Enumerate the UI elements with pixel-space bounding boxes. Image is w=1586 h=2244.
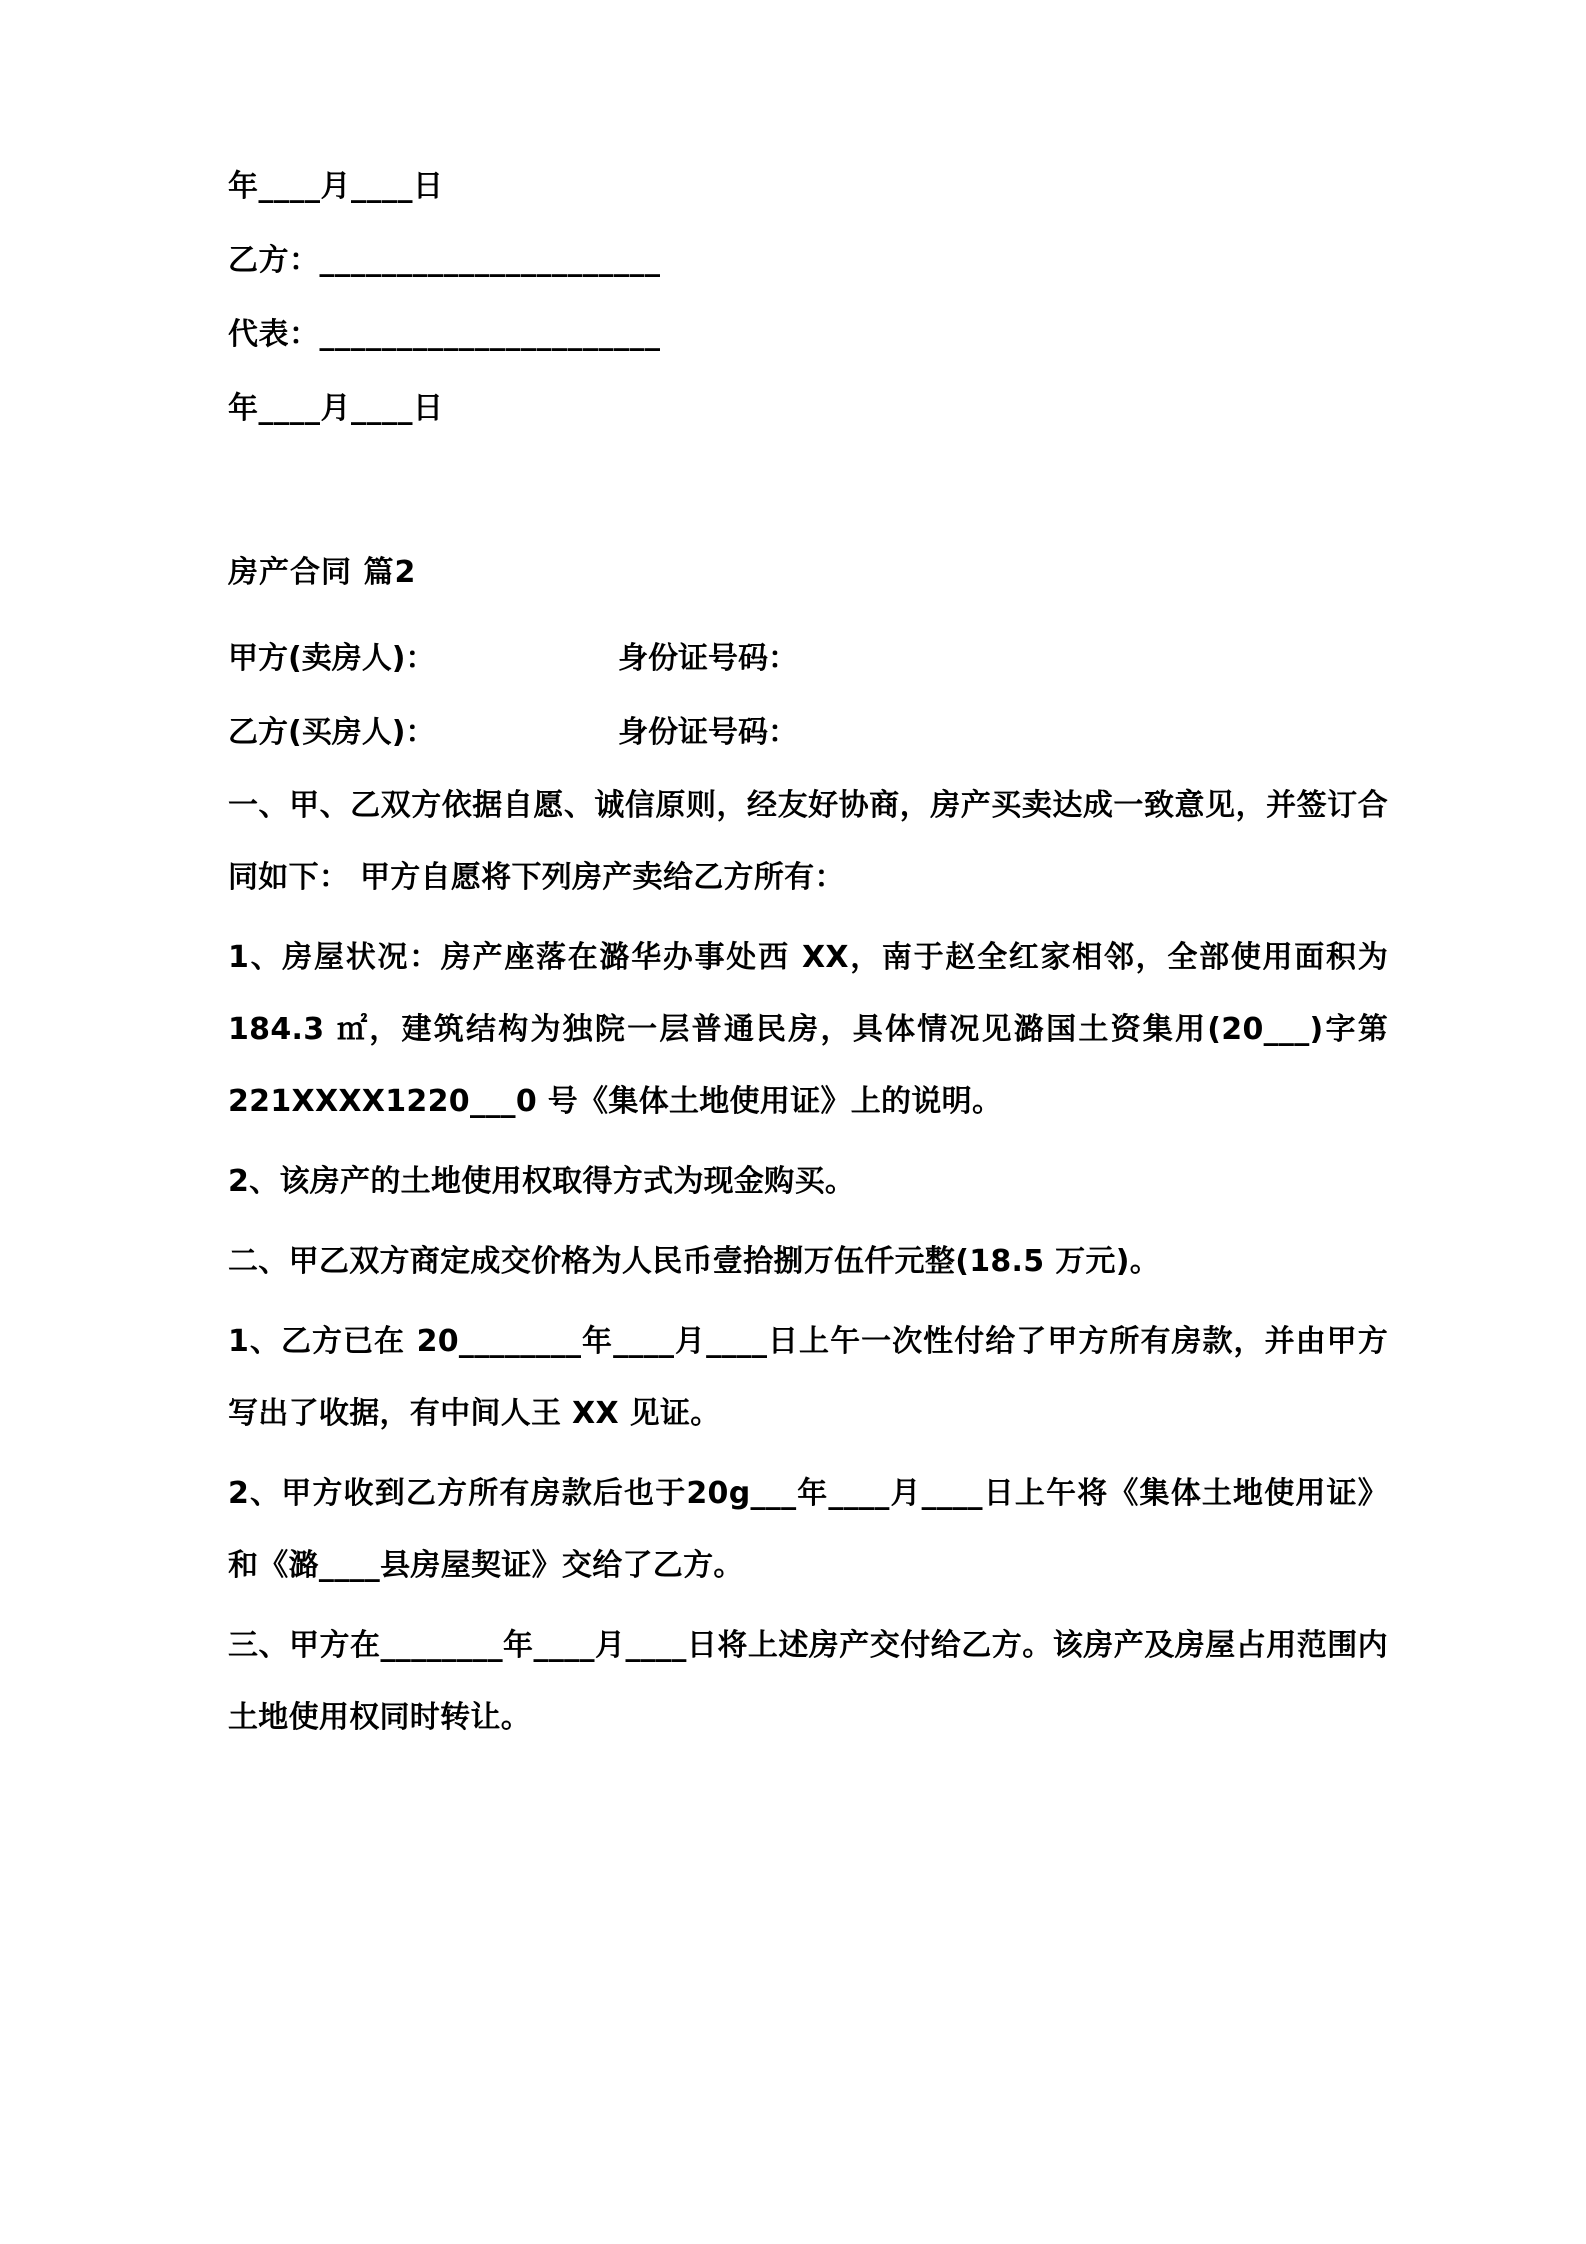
representative-signature-field: 代表：______________________	[228, 317, 661, 352]
party-row	[228, 696, 1388, 770]
section-spacer	[228, 446, 1388, 542]
clause-paragraph: 三、甲方在________年____月____日将上述房产交付给乙方。该房产及房屋占用范围内土地使用权同时转让。	[228, 1628, 1388, 1735]
party-b-signature-field: 乙方：______________________	[228, 243, 661, 278]
clause-paragraph: 一、甲、乙双方依据自愿、诚信原则，经友好协商，房产买卖达成一致意见，并签订合同如下： 甲方自愿将下列房产卖给乙方所有：	[228, 788, 1388, 895]
section-heading: 房产合同 篇2	[228, 555, 417, 590]
clause-paragraph: 1、乙方已在 20________年____月____日上午一次性付给了甲方所有房款，并由甲方写出了收据，有中间人王 XX 见证。	[228, 1324, 1388, 1431]
heading-spacer	[228, 604, 1388, 622]
party-b-label: 乙方(买房人)：	[228, 715, 436, 750]
clause-paragraph: 2、甲方收到乙方所有房款后也于20g___年____月____日上午将《集体土地使用证》和《潞____县房屋契证》交给了乙方。	[228, 1476, 1388, 1583]
signature-date-first: 年____月____日	[228, 169, 444, 204]
clause-paragraph: 2、该房产的土地使用权取得方式为现金购买。	[228, 1164, 856, 1199]
signature-date-second: 年____月____日	[228, 391, 444, 426]
party-a-id-label: 身份证号码：	[618, 641, 798, 676]
clause-paragraph: 二、甲乙双方商定成交价格为人民币壹拾捌万伍仟元整(18.5 万元)。	[228, 1244, 1161, 1279]
document-body	[228, 150, 1388, 1754]
party-row	[228, 622, 1388, 696]
party-b-id-label: 身份证号码：	[618, 715, 798, 750]
party-a-label: 甲方(卖房人)：	[228, 641, 436, 676]
clause-paragraph: 1、房屋状况：房产座落在潞华办事处西 XX，南于赵全红家相邻，全部使用面积为 184.3 ㎡，建筑结构为独院一层普通民房，具体情况见潞国土资集用(20___)字第 221XXXX1220___0 号《集体土地使用证》上的说明。	[228, 940, 1388, 1119]
